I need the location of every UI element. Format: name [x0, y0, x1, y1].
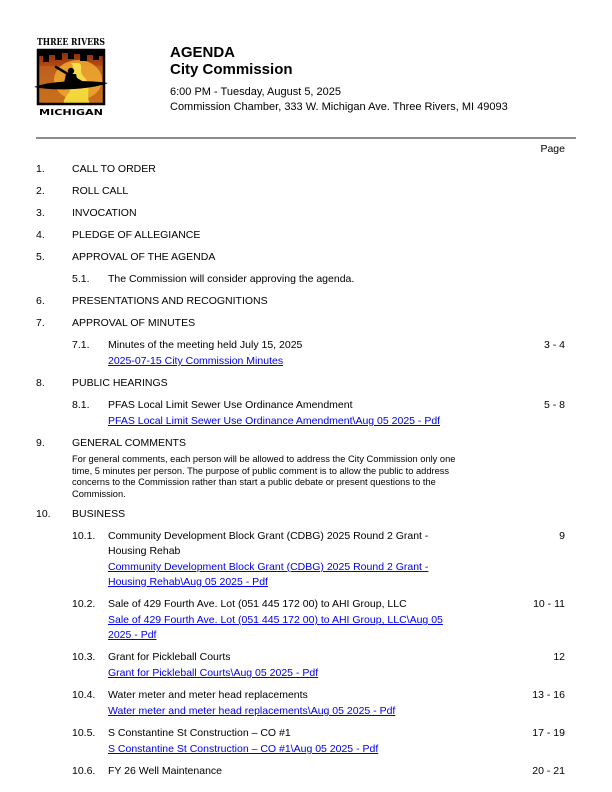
- agenda-item: [36, 250, 576, 265]
- item-number: 5.: [36, 251, 45, 263]
- item-page-number: 5 - 8: [543, 399, 565, 411]
- item-title: Minutes of the meeting held July 15, 2025: [108, 339, 303, 351]
- item-content: [108, 764, 493, 779]
- agenda-item: [36, 398, 576, 429]
- item-title: Grant for Pickleball Courts: [108, 651, 231, 663]
- item-number: 10.: [36, 508, 51, 520]
- item-number: 10.2.: [72, 598, 96, 610]
- agenda-item: [36, 726, 576, 757]
- item-content: [72, 507, 493, 522]
- item-number: 10.1.: [72, 530, 96, 542]
- meeting-datetime: 6:00 PM - Tuesday, August 5, 2025: [170, 86, 342, 98]
- document-header: [36, 36, 576, 119]
- item-number: 10.5.: [72, 727, 96, 739]
- item-content: [72, 184, 493, 199]
- item-content: [72, 250, 493, 265]
- item-page-number: 13 - 16: [532, 689, 565, 701]
- item-content: [108, 338, 493, 369]
- item-number: 2.: [36, 185, 45, 197]
- agenda-item: [36, 688, 576, 719]
- meeting-body-name: City Commission: [170, 61, 293, 78]
- item-number: 6.: [36, 295, 45, 307]
- item-title: PFAS Local Limit Sewer Use Ordinance Amendment: [108, 399, 353, 411]
- item-number: 7.1.: [72, 339, 90, 351]
- agenda-item: [36, 338, 576, 369]
- item-title: GENERAL COMMENTS: [72, 437, 186, 449]
- item-title: FY 26 Well Maintenance: [108, 765, 223, 777]
- item-number: 8.1.: [72, 399, 90, 411]
- meeting-location: Commission Chamber, 333 W. Michigan Ave. Three Rivers, MI 49093: [170, 101, 508, 113]
- item-title: The Commission will consider approving the agenda.: [108, 273, 355, 285]
- item-number: 7.: [36, 317, 45, 329]
- agenda-item: [36, 184, 576, 199]
- city-logo: [36, 37, 106, 119]
- agenda-list: [36, 162, 576, 779]
- page-column-label: Page: [540, 143, 565, 155]
- header-divider-rule: [36, 137, 576, 139]
- item-number: 10.4.: [72, 689, 96, 701]
- logo-top-text: THREE RIVERS: [37, 37, 106, 48]
- item-number: 1.: [36, 163, 45, 175]
- agenda-item: [36, 764, 576, 779]
- item-number: 9.: [36, 437, 45, 449]
- item-title: PRESENTATIONS AND RECOGNITIONS: [72, 295, 268, 307]
- item-number: 10.3.: [72, 651, 96, 663]
- item-number: 3.: [36, 207, 45, 219]
- item-content: [108, 529, 493, 590]
- item-title: INVOCATION: [72, 207, 137, 219]
- item-content: [72, 436, 493, 500]
- item-number: 10.6.: [72, 765, 96, 777]
- agenda-item: [36, 529, 576, 590]
- agenda-item: [36, 316, 576, 331]
- attachment-link[interactable]: 2025-07-15 City Commission Minutes: [108, 355, 284, 367]
- item-title: ROLL CALL: [72, 185, 129, 197]
- item-page-number: 20 - 21: [532, 765, 565, 777]
- item-page-number: 9: [559, 530, 565, 542]
- item-number: 4.: [36, 229, 45, 241]
- item-title: APPROVAL OF THE AGENDA: [72, 251, 216, 263]
- item-content: [108, 726, 493, 757]
- item-title: PLEDGE OF ALLEGIANCE: [72, 229, 201, 241]
- agenda-item: [36, 376, 576, 391]
- item-content: [72, 228, 493, 243]
- item-content: [108, 650, 493, 681]
- agenda-item: [36, 597, 576, 643]
- item-page-number: 17 - 19: [532, 727, 565, 739]
- agenda-item: [36, 206, 576, 221]
- item-content: [108, 688, 493, 719]
- item-content: [108, 398, 493, 429]
- attachment-link[interactable]: Water meter and meter head replacements\Aug 05 2025 - Pdf: [108, 705, 396, 717]
- item-content: [108, 597, 493, 643]
- logo-bottom-text: MICHIGAN: [39, 108, 103, 117]
- attachment-link[interactable]: PFAS Local Limit Sewer Use Ordinance Amendment\Aug 05 2025 - Pdf: [108, 415, 441, 427]
- item-page-number: 3 - 4: [543, 339, 565, 351]
- item-title: S Constantine St Construction – CO #1: [108, 727, 291, 739]
- item-content: [72, 206, 493, 221]
- agenda-item: [36, 436, 576, 500]
- item-title: PUBLIC HEARINGS: [72, 377, 168, 389]
- item-title: Water meter and meter head replacements: [108, 689, 308, 701]
- agenda-item: [36, 272, 576, 287]
- attachment-link[interactable]: Grant for Pickleball Courts\Aug 05 2025 - Pdf: [108, 667, 319, 679]
- agenda-item: [36, 162, 576, 177]
- item-page-number: 10 - 11: [533, 598, 565, 610]
- agenda-item: [36, 507, 576, 522]
- attachment-link[interactable]: Community Development Block Grant (CDBG) 2025 Round 2 Grant - Housing Rehab\Aug 05 2025 - Pdf: [108, 561, 429, 588]
- item-title: Community Development Block Grant (CDBG) 2025 Round 2 Grant - Housing Rehab: [108, 530, 429, 557]
- meeting-header-text: [170, 36, 508, 114]
- item-title: BUSINESS: [72, 508, 126, 520]
- agenda-title: AGENDA: [170, 44, 236, 61]
- item-number: 5.1.: [72, 273, 90, 285]
- item-title: Sale of 429 Fourth Ave. Lot (051 445 172 00) to AHI Group, LLC: [108, 598, 407, 610]
- item-description: For general comments, each person will be allowed to address the City Commission only one time, 5 minutes per person. The purpose of public comment is to allow the public to address concerns to the Commission rather than start a public debate or present questions to the Commission.: [72, 454, 456, 499]
- agenda-item: [36, 228, 576, 243]
- item-number: 8.: [36, 377, 45, 389]
- attachment-link[interactable]: Sale of 429 Fourth Ave. Lot (051 445 172 00) to AHI Group, LLC\Aug 05 2025 - Pdf: [108, 614, 443, 641]
- agenda-item: [36, 650, 576, 681]
- item-content: [72, 162, 493, 177]
- attachment-link[interactable]: S Constantine St Construction – CO #1\Aug 05 2025 - Pdf: [108, 743, 379, 755]
- item-content: [72, 294, 493, 309]
- item-content: [108, 272, 493, 287]
- agenda-item: [36, 294, 576, 309]
- item-page-number: 12: [553, 651, 565, 663]
- item-title: CALL TO ORDER: [72, 163, 156, 175]
- item-content: [72, 376, 493, 391]
- logo-kayaker-image: [36, 37, 106, 119]
- item-content: [72, 316, 493, 331]
- item-title: APPROVAL OF MINUTES: [72, 317, 196, 329]
